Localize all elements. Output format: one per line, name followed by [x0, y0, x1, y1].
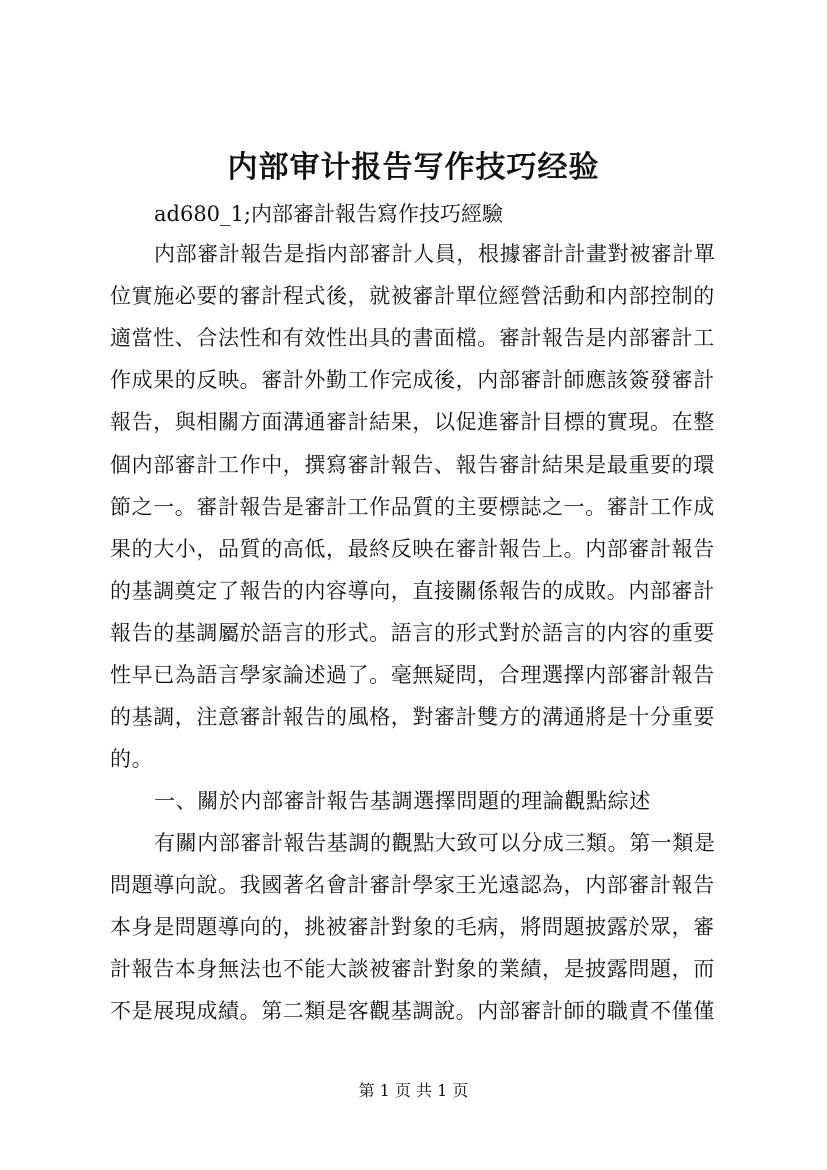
text-line: 果的大小，品質的高低，最終反映在審計報告上。内部審計報告: [110, 537, 715, 561]
text-line: 適當性、合法性和有效性出具的書面檔。審計報告是内部審計工: [110, 326, 715, 350]
text-line: 不是展現成績。第二類是客觀基調說。内部審計師的職責不僅僅: [110, 999, 715, 1023]
text-line: 節之一。審計報告是審計工作品質的主要標誌之一。審計工作成: [110, 495, 715, 519]
document-title: 内部审计报告写作技巧经验: [227, 150, 600, 185]
text-line: 位實施必要的審計程式後，就被審計單位經營活動和内部控制的: [110, 284, 715, 308]
text-line: 作成果的反映。審計外勤工作完成後，内部審計師應該簽發審計: [110, 368, 715, 392]
document-subtitle: ad680_1;内部審計報告寫作技巧經驗: [154, 202, 503, 226]
text-line: 的基調奠定了報告的内容導向，直接關係報告的成敗。内部審計: [110, 579, 715, 603]
text-line: 計報告本身無法也不能大談被審計對象的業績，是披露問題，而: [110, 957, 715, 981]
section-heading: 一、關於内部審計報告基調選擇問題的理論觀點綜述: [154, 789, 651, 813]
text-line: 個内部審計工作中，撰寫審計報告、報告審計結果是最重要的環: [110, 453, 715, 477]
text-line: 性早已為語言學家論述過了。毫無疑問，合理選擇内部審計報告: [110, 663, 715, 687]
text-line: 問題導向說。我國著名會計審計學家王光遠認為，内部審計報告: [110, 873, 715, 897]
text-line: 的。: [110, 747, 154, 771]
text-line: 内部審計報告是指内部審計人員，根據審計計畫對被審計單: [154, 242, 716, 266]
text-line: 本身是問題導向的，挑被審計對象的毛病，將問題披露於眾，審: [110, 915, 715, 939]
text-line: 報告的基調屬於語言的形式。語言的形式對於語言的内容的重要: [110, 621, 715, 645]
page-footer: 第 1 页 共 1 页: [358, 1081, 469, 1100]
text-line: 的基調，注意審計報告的風格，對審計雙方的溝通將是十分重要: [110, 705, 715, 729]
text-line: 報告，與相關方面溝通審計結果，以促進審計目標的實現。在整: [110, 410, 715, 434]
text-line: 有關内部審計報告基調的觀點大致可以分成三類。第一類是: [154, 831, 716, 855]
